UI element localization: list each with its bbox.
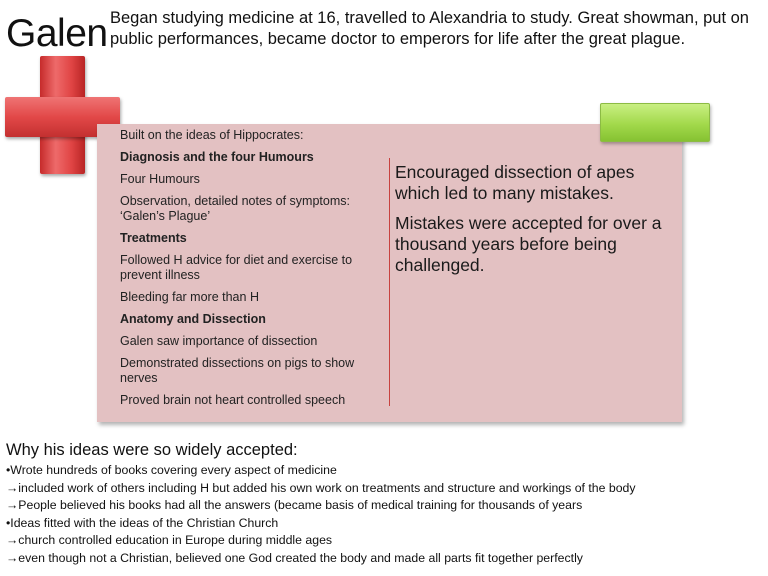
bullet-item: →even though not a Christian, believed one God created the body and made all parts fit together perfectly bbox=[6, 550, 583, 565]
bullet-item: →People believed his books had all the answers (became basis of medical training for thousands of years bbox=[6, 498, 583, 512]
list-item: Diagnosis and the four Humours bbox=[120, 150, 314, 164]
slide-title: Galen bbox=[6, 12, 108, 55]
list-item: Built on the ideas of Hippocrates: bbox=[120, 128, 304, 142]
bullet-item: →church controlled education in Europe during middle ages bbox=[6, 533, 333, 547]
list-item: Observation, detailed notes of symptoms: ‘Galen’s Plague’ bbox=[120, 194, 350, 223]
intro-text: Began studying medicine at 16, travelled to Alexandria to study. Great showman, put on public performances, became doctor to emperors for life after the great plague. bbox=[110, 9, 749, 48]
why-accepted-section bbox=[6, 440, 766, 567]
column-divider bbox=[389, 158, 390, 406]
list-item: Anatomy and Dissection bbox=[120, 312, 266, 326]
list-item: Followed H advice for diet and exercise to prevent illness bbox=[120, 253, 353, 282]
list-item: Proved brain not heart controlled speech bbox=[120, 393, 346, 407]
list-item: Galen saw importance of dissection bbox=[120, 334, 318, 348]
bullet-item: •Wrote hundreds of books covering every aspect of medicine bbox=[6, 463, 337, 477]
list-item: Four Humours bbox=[120, 172, 200, 186]
list-item: Demonstrated dissections on pigs to show nerves bbox=[120, 356, 355, 385]
paragraph: Encouraged dissection of apes which led to many mistakes. bbox=[395, 162, 635, 203]
bullet-item: •Ideas fitted with the ideas of the Christian Church bbox=[6, 515, 279, 530]
mistakes-text bbox=[395, 162, 680, 285]
green-decorative-box bbox=[600, 103, 710, 142]
list-item: Treatments bbox=[120, 231, 187, 245]
list-item: Bleeding far more than H bbox=[120, 290, 259, 304]
galen-ideas-list bbox=[120, 128, 385, 415]
bullet-item: →included work of others including H but added his own work on treatments and structure and workings of the body bbox=[6, 480, 636, 495]
section-heading: Why his ideas were so widely accepted: bbox=[6, 441, 298, 459]
paragraph: Mistakes were accepted for over a thousand years before being challenged. bbox=[395, 213, 662, 275]
